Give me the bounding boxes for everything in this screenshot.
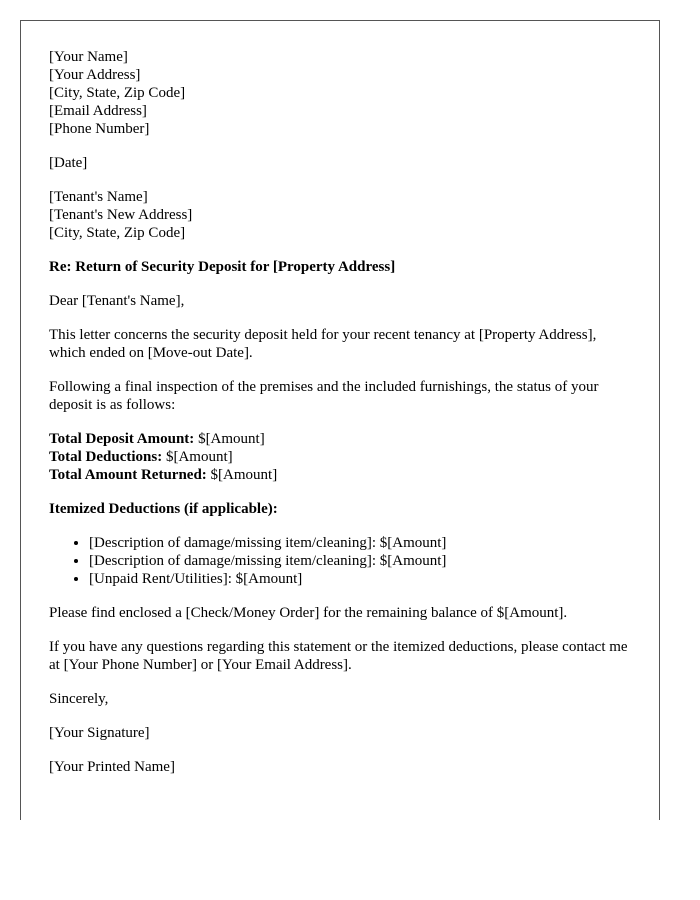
sender-address: [Your Address] <box>49 67 141 83</box>
enclosure-text: Please find enclosed a [Check/Money Order] for the remaining balance of $[Amount]. <box>49 605 568 621</box>
total-deposit-row <box>49 430 631 448</box>
deductions-heading: Itemized Deductions (if applicable): <box>49 501 278 517</box>
deduction-item: • [Description of damage/missing item/cleaning]: $[Amount] <box>89 552 631 570</box>
total-returned-label: Total Amount Returned: <box>49 467 207 483</box>
deduction-item: • [Description of damage/missing item/cleaning]: $[Amount] <box>89 534 631 552</box>
deduction-item: • [Unpaid Rent/Utilities]: $[Amount] <box>89 570 631 588</box>
salutation-block <box>49 292 631 310</box>
deductions-heading-block <box>49 500 631 518</box>
sender-city-state-zip: [City, State, Zip Code] <box>49 85 186 101</box>
closing-block <box>49 690 631 708</box>
signature-block <box>49 724 631 742</box>
salutation: Dear [Tenant's Name], <box>49 293 185 309</box>
total-deposit-label: Total Deposit Amount: <box>49 431 195 447</box>
total-deductions-row <box>49 448 631 466</box>
contact-text: If you have any questions regarding this statement or the itemized deductions, please contact me at [Your Phone Number] or [Your Email Address]. <box>49 639 628 673</box>
recipient-name: [Tenant's Name] <box>49 189 148 205</box>
sender-email: [Email Address] <box>49 103 147 119</box>
inspection-paragraph <box>49 378 631 414</box>
intro-text: This letter concerns the security deposit held for your recent tenancy at [Property Address], which ended on [Move-out Date]. <box>49 327 597 361</box>
contact-paragraph <box>49 638 631 674</box>
recipient-address: [Tenant's New Address] <box>49 207 193 223</box>
subject-line: Re: Return of Security Deposit for [Property Address] <box>49 259 396 275</box>
recipient-block <box>49 188 631 242</box>
total-returned-row <box>49 466 631 484</box>
printed-name: [Your Printed Name] <box>49 759 175 775</box>
printed-name-block <box>49 758 631 776</box>
subject-block <box>49 258 631 276</box>
date-block <box>49 154 631 172</box>
letter-date: [Date] <box>49 155 88 171</box>
closing: Sincerely, <box>49 691 109 707</box>
enclosure-paragraph <box>49 604 631 622</box>
deductions-list <box>49 534 631 588</box>
sender-block <box>49 48 631 138</box>
total-returned-value: $[Amount] <box>206 467 278 483</box>
inspection-text: Following a final inspection of the premises and the included furnishings, the status of your deposit is as follows: <box>49 379 599 413</box>
totals-block <box>49 430 631 484</box>
sender-phone: [Phone Number] <box>49 121 150 137</box>
letter-page <box>20 20 660 820</box>
recipient-city-state-zip: [City, State, Zip Code] <box>49 225 186 241</box>
signature: [Your Signature] <box>49 725 150 741</box>
total-deductions-value: $[Amount] <box>162 449 233 465</box>
intro-paragraph <box>49 326 631 362</box>
total-deposit-value: $[Amount] <box>194 431 265 447</box>
sender-name: [Your Name] <box>49 49 128 65</box>
total-deductions-label: Total Deductions: <box>49 449 163 465</box>
